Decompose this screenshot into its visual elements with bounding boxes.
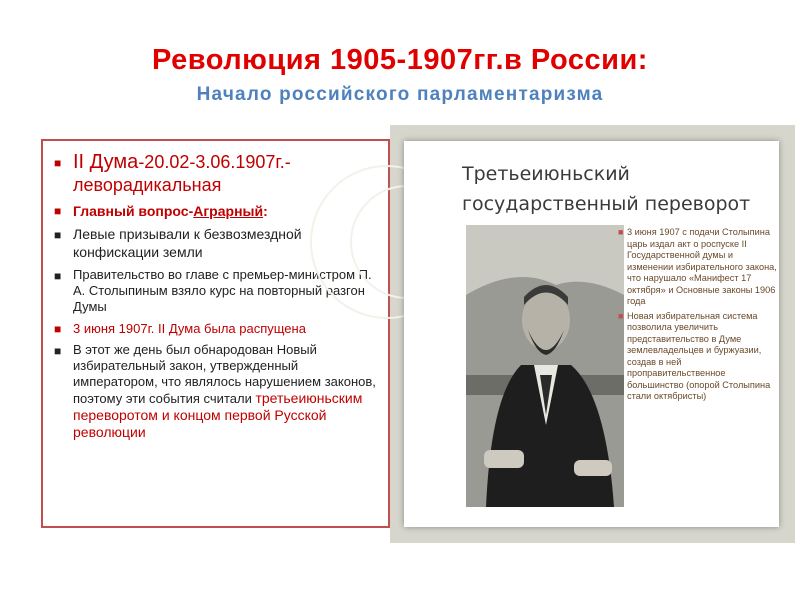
dissolution-text: 3 июня 1907г. II Дума была распущена (73, 321, 306, 336)
left-demands-text: Левые призывали к безвозмездной конфискации земли (73, 226, 302, 260)
bullet-new-law (51, 342, 380, 441)
new-law-highlight: третьеиюньским переворотом и концом первой Русской революции (73, 390, 363, 440)
bullet-square-icon: ■ (618, 310, 624, 321)
new-law-text: В этот же день был обнародован Новый избирательный закон, утвержденный императором, что являлось нарушением законов, поэтому эти события считали (73, 342, 376, 406)
bullet-square-icon: ■ (618, 227, 624, 237)
embedded-slide-image (404, 141, 779, 527)
bullet-square-icon: ■ (54, 228, 62, 242)
caption-item (618, 227, 778, 308)
duma-dates: -20.02-3.06.1907г.- (138, 152, 291, 172)
bullet-square-icon: ■ (54, 344, 62, 358)
bullet-square-icon: ■ (54, 156, 62, 170)
main-question-prefix: Главный вопрос- (73, 203, 194, 219)
main-question-suffix: : (263, 203, 268, 219)
bullet-square-icon: ■ (54, 269, 62, 283)
portrait-icon (466, 225, 624, 507)
bullet-square-icon: ■ (54, 204, 62, 218)
embedded-slide-title: Третьеиюньский государственный переворот (462, 163, 751, 215)
caption-1-text: 3 июня 1907 с подачи Столыпина царь издал акт о роспуске II Государственной думы и изменении избирательного закона, что нарушало «Манифест 17 октября» и Основные законы 1906 года (627, 227, 777, 306)
main-question-value: Аграрный (193, 203, 264, 219)
duma-character: леворадикальная (73, 175, 222, 195)
embedded-caption (618, 227, 778, 406)
duma-label: II Дума (73, 151, 139, 173)
caption-item (618, 311, 778, 403)
caption-2-text: Новая избирательная система позволила увеличить представительство в Думе землевладельцев и буржуазии, создав в ней проправительственное большинство (опорой Столыпина стали октябристы) (627, 310, 771, 401)
bullet-square-icon: ■ (54, 322, 62, 336)
portrait-photo (466, 225, 624, 507)
government-course-text: Правительство во главе с премьер-министром П. А. Столыпиным взяло курс на повторный разгон Думы (73, 267, 372, 314)
bullet-dissolution (51, 321, 380, 336)
slide-title: Революция 1905-1907гг.в России: (152, 44, 648, 76)
slide-subtitle: Начало российского парламентаризма (196, 84, 604, 105)
